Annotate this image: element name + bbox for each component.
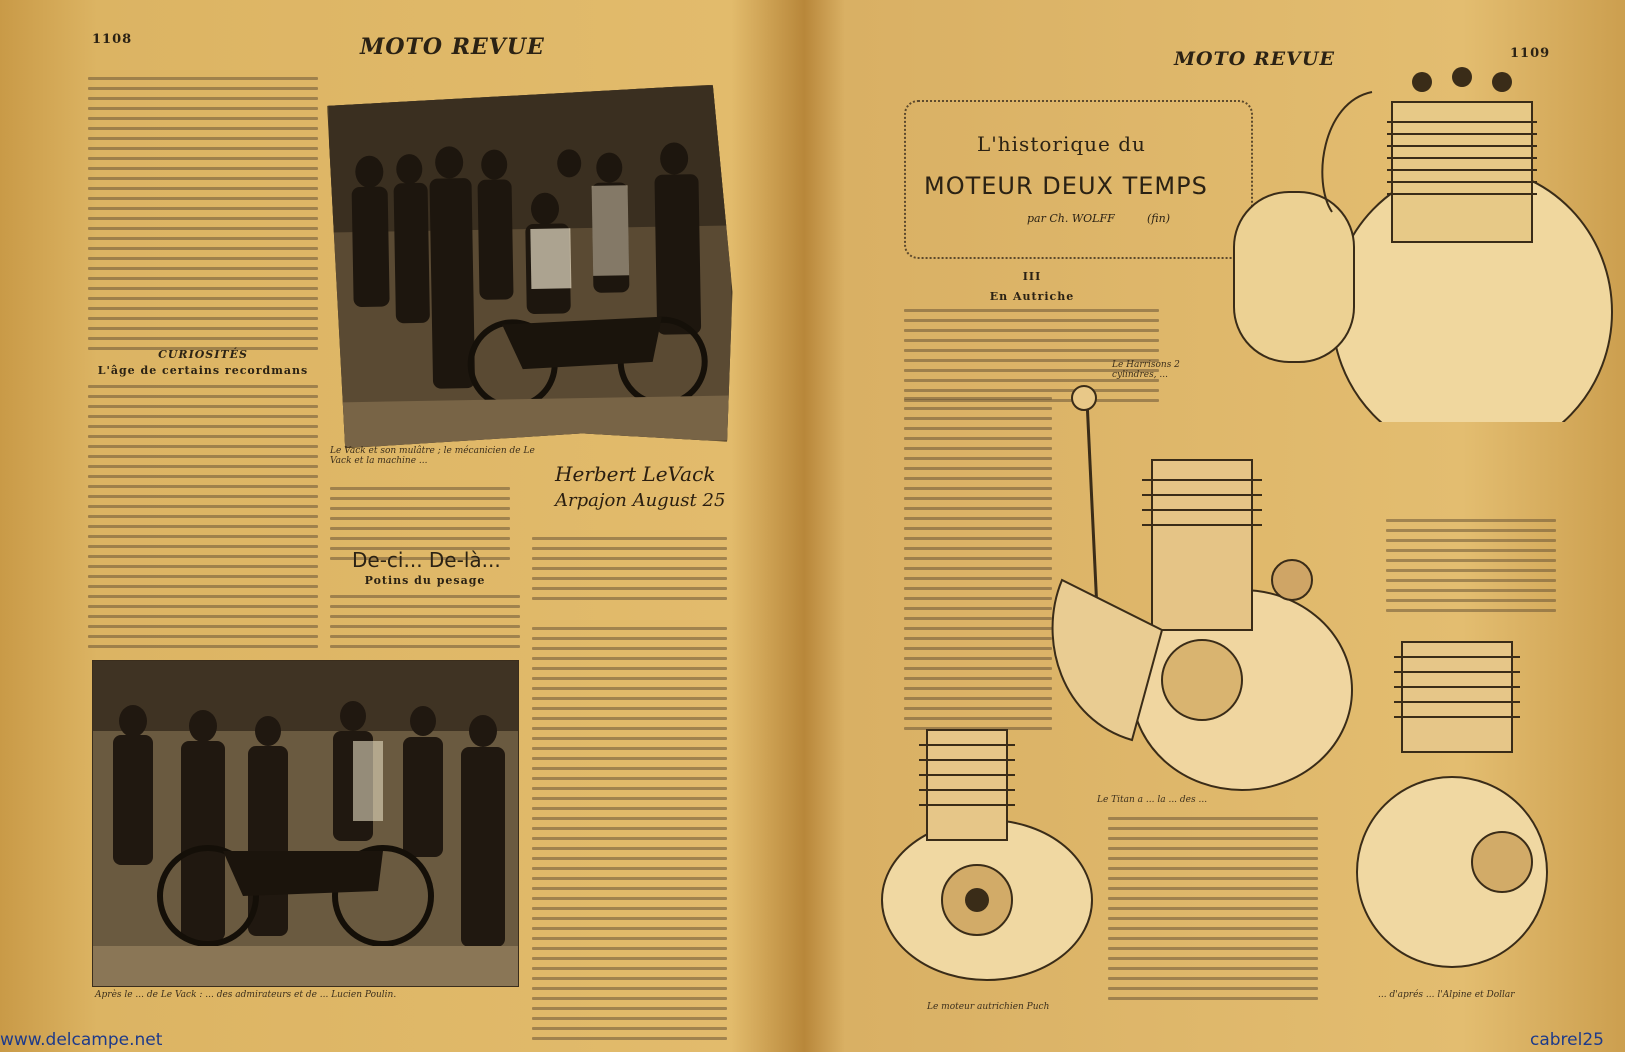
- article-title-line2: MOTEUR DEUX TEMPS: [924, 172, 1208, 200]
- handwritten-signature-name: Herbert LeVack: [555, 462, 716, 486]
- subhead-age: L'âge de certains recordmans: [97, 364, 309, 377]
- text-column-right-b: [532, 620, 727, 1040]
- text-column-right-page-narrow: [904, 390, 1052, 730]
- article-byline: par Ch. WOLFF: [1027, 212, 1115, 225]
- text-column-left-top: [88, 70, 318, 350]
- left-page: [0, 0, 812, 1052]
- handwritten-signature-date: Arpajon August 25: [555, 490, 726, 511]
- photo-riders-group: [327, 85, 735, 449]
- caption-photo-top: Le Vack et son mulâtre ; le mécanicien de Le Vack et la machine ...: [330, 446, 535, 466]
- text-column-right-a: [532, 530, 727, 600]
- footer-watermark-left: www.delcampe.net: [0, 1030, 163, 1050]
- page-number-left: 1108: [92, 32, 133, 47]
- caption-engine-twin: Le Harrisons 2 cylindres, ...: [1112, 360, 1180, 380]
- photo-crowd-motorcycle: [92, 660, 519, 987]
- caption-engine-puch: Le moteur autrichien Puch: [927, 1002, 1050, 1012]
- caption-engine-single: ... d'aprés ... l'Alpine et Dollar: [1378, 990, 1515, 1000]
- right-page: [812, 0, 1625, 1052]
- masthead-right: MOTO REVUE: [1174, 48, 1335, 70]
- caption-photo-bottom: Après le ... de Le Vack : ... des admirateurs et de ... Lucien Poulin.: [95, 990, 397, 1000]
- engine-drawing-single: [1332, 612, 1572, 982]
- footer-watermark-right: cabrel25: [1530, 1030, 1604, 1050]
- photo-riders-group-illustration: [328, 86, 734, 448]
- text-column-right-page-bottom: [1108, 810, 1318, 1000]
- page-number-right: 1109: [1510, 46, 1551, 61]
- photo-crowd-motorcycle-illustration: [93, 661, 518, 986]
- text-column-right-page-side: [1386, 512, 1556, 612]
- masthead-left: MOTO REVUE: [360, 34, 545, 60]
- section-sub-potins: Potins du pesage: [364, 574, 486, 587]
- section-marker: III: [1022, 270, 1042, 283]
- article-title-line1: L'historique du: [977, 132, 1146, 156]
- section-title-deci-dela: De-ci... De-là...: [352, 548, 501, 572]
- caption-engine-cutaway: Le Titan a ... la ... des ...: [1097, 795, 1208, 805]
- text-column-left-bottom: [88, 378, 318, 648]
- section-head-autriche: En Autriche: [989, 290, 1075, 303]
- engine-drawing-twin: [1222, 62, 1625, 422]
- subhead-curiosites: CURIOSITÉS: [158, 348, 248, 361]
- text-column-mid-b: [330, 588, 520, 648]
- engine-drawing-puch: [867, 710, 1097, 990]
- article-byline-note: (fin): [1147, 212, 1171, 225]
